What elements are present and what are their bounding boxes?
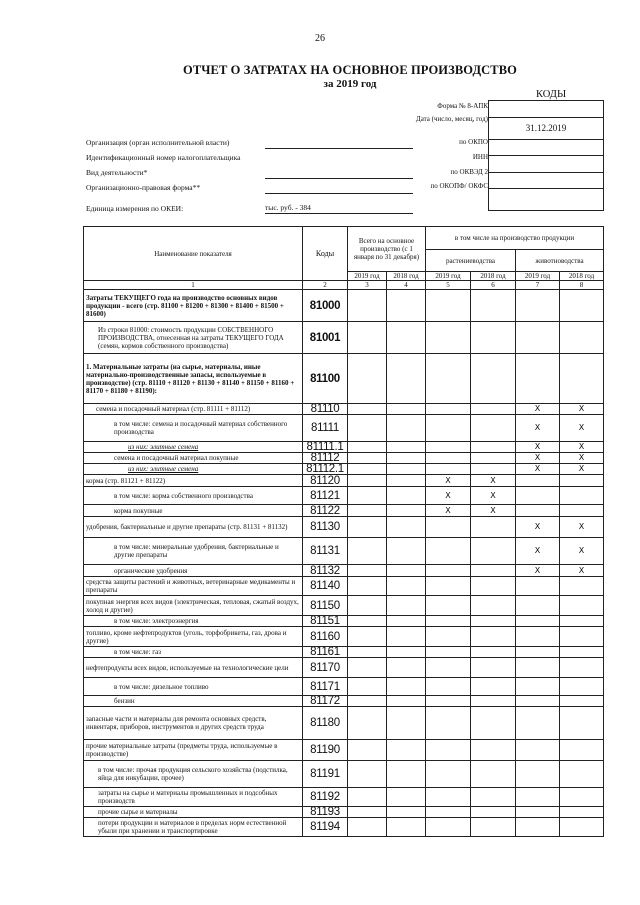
costs-table: [83, 226, 604, 837]
table-row: [84, 807, 604, 818]
table-row: [84, 322, 604, 354]
table-row: [84, 354, 604, 404]
row-code: 81193: [303, 807, 348, 818]
unit-underline: [265, 213, 413, 214]
x-mark: X: [560, 464, 604, 475]
header-year: 2019 год: [426, 272, 471, 281]
unit-label: Единица измерения по ОКЕИ:: [86, 204, 184, 213]
code-inn: [489, 156, 603, 173]
col-number: 8: [560, 281, 604, 290]
x-mark: X: [560, 517, 604, 538]
code-form: [489, 101, 603, 118]
col-number: 7: [516, 281, 560, 290]
table-row: [84, 596, 604, 616]
header-year: 2018 год: [560, 272, 604, 281]
label-date: Дата (число, месяц, год): [415, 115, 488, 123]
row-code: 81131: [303, 538, 348, 565]
table-row: [84, 818, 604, 837]
legal-form-underline: [265, 193, 413, 194]
header-animal: животноводства: [516, 250, 604, 272]
x-mark: X: [471, 505, 516, 517]
table-row: [84, 740, 604, 761]
row-name: в том числе: семена и посадочный материал собственного производства: [84, 415, 303, 442]
row-name: в том числе: корма собственного производства: [84, 487, 303, 505]
row-code: 81171: [303, 678, 348, 696]
row-code: 81121: [303, 487, 348, 505]
org-underline: [265, 148, 413, 149]
col-number: 1: [84, 281, 303, 290]
table-row: [84, 577, 604, 596]
x-mark: X: [560, 415, 604, 442]
row-name: Из строки 81000: стоимость продукции СОБСТВЕННОГО ПРОИЗВОДСТВА, отнесенная на затраты ТЕКУЩЕГО ГОДА (семян, кормов собственного производства): [84, 322, 303, 354]
activity-underline: [265, 178, 413, 179]
row-code: 81110: [303, 404, 348, 415]
header-crop: растениеводства: [426, 250, 516, 272]
table-row: [84, 475, 604, 487]
x-mark: X: [560, 442, 604, 453]
x-mark: X: [426, 487, 471, 505]
table-row: [84, 761, 604, 788]
header-incl: в том числе на производство продукции: [426, 227, 604, 250]
x-mark: X: [516, 565, 560, 577]
row-code: 81194: [303, 818, 348, 837]
row-code: 81172: [303, 696, 348, 707]
row-code: 81001: [303, 322, 348, 354]
header-year: 2018 год: [387, 272, 426, 281]
row-code: 81112.1: [303, 464, 348, 475]
code-okpo: [489, 140, 603, 157]
row-code: 81150: [303, 596, 348, 616]
table-row: [84, 517, 604, 538]
label-legal-form: Организационно-правовая форма**: [86, 183, 201, 192]
row-code: 81112: [303, 453, 348, 464]
table-row: [84, 788, 604, 807]
table-row: [84, 696, 604, 707]
col-number: 6: [471, 281, 516, 290]
row-name: прочие материальные затраты (предметы труда, используемые в производстве): [84, 740, 303, 761]
table-row: [84, 565, 604, 577]
row-code: 81100: [303, 354, 348, 404]
label-activity: Вид деятельности*: [86, 168, 148, 177]
row-name: корма (стр. 81121 + 81122): [84, 475, 303, 487]
header-total: Всего на основное производство (с 1 января по 31 декабря): [348, 227, 426, 272]
header-year: 2018 год: [471, 272, 516, 281]
row-code: 81191: [303, 761, 348, 788]
row-name: затраты на сырье и материалы промышленных и подсобных производств: [84, 788, 303, 807]
row-name: средства защиты растений и животных, ветеринарные медикаменты и препараты: [84, 577, 303, 596]
table-row: [84, 442, 604, 453]
row-code: 81132: [303, 565, 348, 577]
report-title: ОТЧЕТ О ЗАТРАТАХ НА ОСНОВНОЕ ПРОИЗВОДСТВО: [183, 63, 517, 77]
codes-box: [488, 100, 604, 211]
row-code: 81140: [303, 577, 348, 596]
row-code: 81161: [303, 647, 348, 658]
table-row: [84, 678, 604, 696]
row-name: запасные части и материалы для ремонта основных средств, инвентаря, приборов, инструментов и других средств труда: [84, 707, 303, 740]
page-number: 26: [315, 33, 325, 44]
table-row: [84, 707, 604, 740]
label-inn: ИНН: [472, 153, 488, 161]
row-name: в том числе: электроэнергия: [84, 616, 303, 627]
x-mark: X: [560, 453, 604, 464]
table-row: [84, 464, 604, 475]
table-row: [84, 453, 604, 464]
codes-header: КОДЫ: [536, 89, 567, 100]
code-date: 31.12.2019: [489, 118, 603, 140]
label-okved: по ОКВЭД 2: [450, 168, 488, 176]
row-code: 81111: [303, 415, 348, 442]
row-code: 81180: [303, 707, 348, 740]
row-name: Затраты ТЕКУЩЕГО года на производство основных видов продукции - всего (стр. 81100 + 81200 + 81300 + 81400 + 81500 + 81600): [84, 290, 303, 322]
row-name: прочие сырье и материалы: [84, 807, 303, 818]
table-row: [84, 658, 604, 678]
table-row: [84, 627, 604, 647]
row-code: 81111.1: [303, 442, 348, 453]
x-mark: X: [560, 404, 604, 415]
x-mark: X: [516, 517, 560, 538]
row-name: нефтепродукты всех видов, используемые на технологические цели: [84, 658, 303, 678]
row-name: в том числе: минеральные удобрения, бактериальные и другие препараты: [84, 538, 303, 565]
x-mark: X: [560, 538, 604, 565]
row-name: 1. Материальные затраты (на сырье, материалы, иные материально-производственные запасы, используемые в производстве) (стр. 81110 + 81120 + 81130 + 81140 + 81150 + 81160 + 81170 + 81180 + 81190):: [84, 354, 303, 404]
unit-value: тыс. руб. - 384: [265, 203, 311, 212]
row-name: в том числе: газ: [84, 647, 303, 658]
x-mark: X: [560, 565, 604, 577]
row-code: 81160: [303, 627, 348, 647]
x-mark: X: [426, 475, 471, 487]
row-code: 81151: [303, 616, 348, 627]
table-row: [84, 505, 604, 517]
label-okopf: по ОКОПФ/ ОКФС: [430, 182, 488, 190]
row-name: покупная энергия всех видов (электрическая, тепловая, сжатый воздух, холод и другие): [84, 596, 303, 616]
row-name: удобрения, бактериальные и другие препараты (стр. 81131 + 81132): [84, 517, 303, 538]
header-year: 2019 год: [348, 272, 387, 281]
col-number: 4: [387, 281, 426, 290]
row-name: в том числе: дизельное топливо: [84, 678, 303, 696]
table-row: [84, 487, 604, 505]
x-mark: X: [516, 453, 560, 464]
row-name: в том числе: прочая продукция сельского хозяйства (подстилка, яйца для инкубации, прочее): [84, 761, 303, 788]
col-number: 3: [348, 281, 387, 290]
x-mark: X: [516, 464, 560, 475]
table-row: [84, 538, 604, 565]
table-row: [84, 404, 604, 415]
row-code: 81122: [303, 505, 348, 517]
label-org: Организация (орган исполнительной власти): [86, 138, 230, 147]
row-name: семена и посадочный материал (стр. 81111 + 81112): [84, 404, 303, 415]
x-mark: X: [471, 475, 516, 487]
x-mark: X: [516, 404, 560, 415]
row-name: семена и посадочный материал покупные: [84, 453, 303, 464]
row-name: органические удобрения: [84, 565, 303, 577]
row-code: 81000: [303, 290, 348, 322]
x-mark: X: [516, 415, 560, 442]
row-code: 81120: [303, 475, 348, 487]
label-form: Форма № 8-АПК: [437, 102, 488, 110]
table-row: [84, 290, 604, 322]
row-name: бензин: [84, 696, 303, 707]
col-number: 5: [426, 281, 471, 290]
report-subtitle: за 2019 год: [323, 78, 377, 90]
col-number: 2: [303, 281, 348, 290]
header-year: 2019 год: [516, 272, 560, 281]
table-row: [84, 647, 604, 658]
header-code: Коды: [303, 227, 348, 281]
label-okpo: по ОКПО: [459, 138, 488, 146]
code-okved: [489, 173, 603, 190]
code-okopf: [489, 189, 603, 210]
row-code: 81192: [303, 788, 348, 807]
x-mark: X: [471, 487, 516, 505]
row-code: 81190: [303, 740, 348, 761]
row-code: 81130: [303, 517, 348, 538]
row-name: из них: элитные семена: [84, 442, 303, 453]
x-mark: X: [516, 538, 560, 565]
label-inn-text: Идентификационный номер налогоплательщика: [86, 153, 241, 162]
x-mark: X: [426, 505, 471, 517]
header-name: Наименование показателя: [84, 227, 303, 281]
table-row: [84, 415, 604, 442]
row-name: корма покупные: [84, 505, 303, 517]
row-name: топливо, кроме нефтепродуктов (уголь, торфобрикеты, газ, дрова и другие): [84, 627, 303, 647]
row-name: потери продукции и материалов в пределах норм естественной убыли при хранении и транспортировке: [84, 818, 303, 837]
row-code: 81170: [303, 658, 348, 678]
table-row: [84, 616, 604, 627]
x-mark: X: [516, 442, 560, 453]
row-name: из них: элитные семена: [84, 464, 303, 475]
